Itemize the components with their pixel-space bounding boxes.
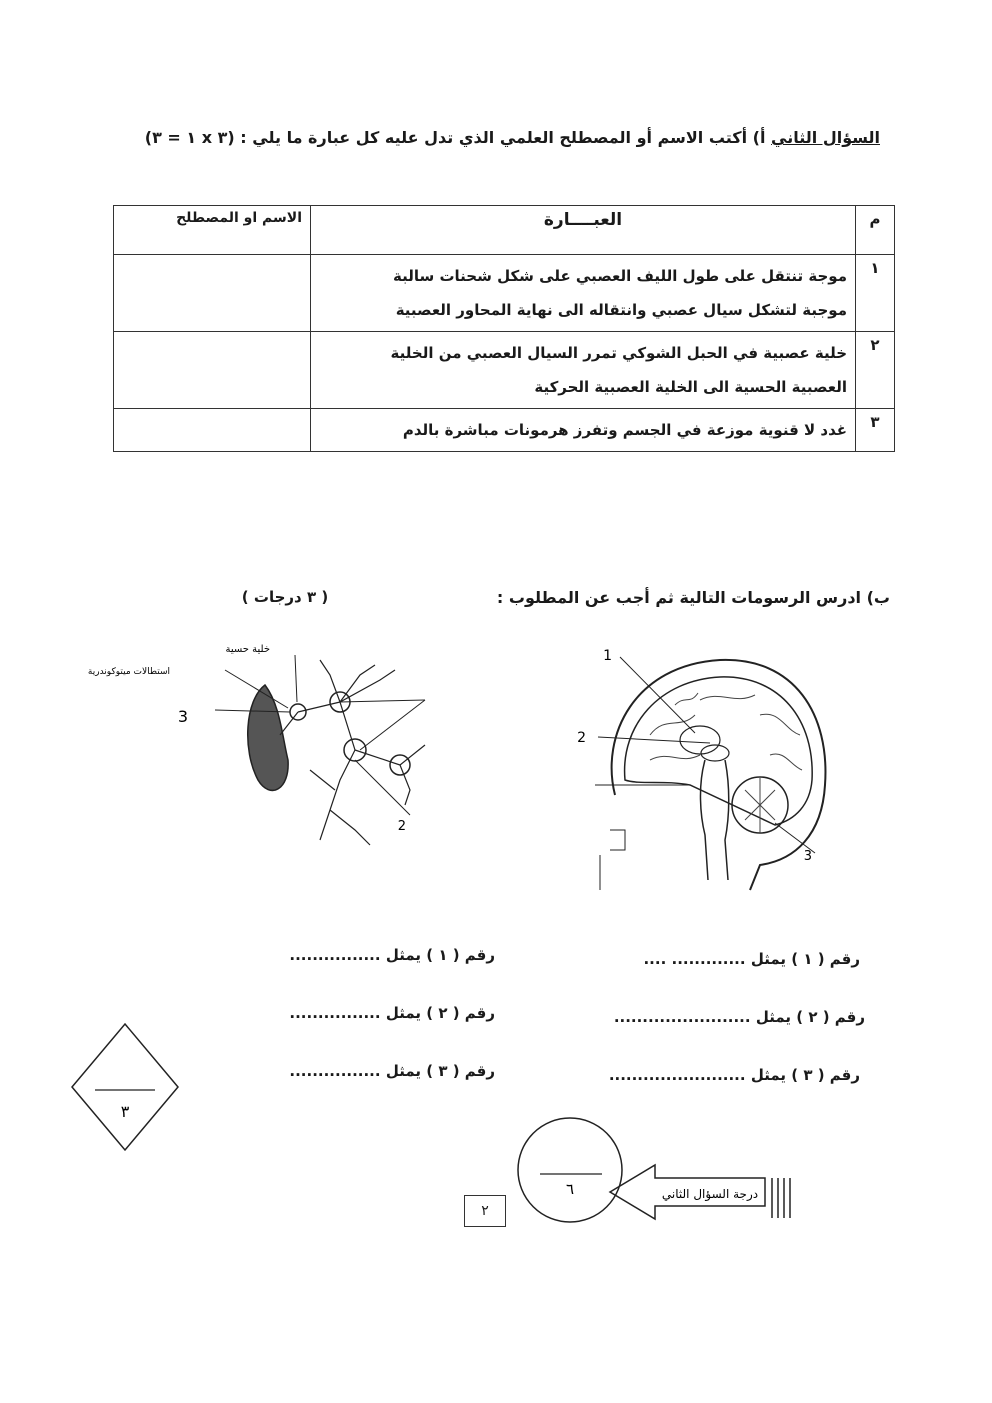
answer-right-2[interactable] [590,1008,865,1026]
answer-cell[interactable] [114,255,311,332]
table-header-row [114,206,895,255]
part-b-instruction: ب) ادرس الرسومات التالية ثم أجب عن المطلوب : [496,588,890,607]
page-number: ٢ [464,1195,506,1227]
answer-cell[interactable] [114,332,311,409]
row-statement [311,255,856,332]
answer-dots: ................ [289,1062,381,1080]
answer-right-3[interactable] [600,1066,860,1084]
header-statement: العبــــارة [311,206,856,255]
question-instruction: أ) أكتب الاسم أو المصطلح العلمي الذي تدل عليه كل عبارة ما يلي : [240,128,766,147]
diamond-score: ٣ [120,1102,130,1121]
question-label: السؤال الثاني [771,128,880,147]
part-b-marks: ( ٣ درجات ) [241,588,329,606]
brain-number-1: 1 [603,648,612,664]
answer-dots: ................ [289,946,381,964]
answer-label: رقم ( ٣ ) يمثل [750,1066,860,1084]
row-num: ٢ [856,332,895,409]
statement-line: العصبية الحسية الى الخلية العصبية الحركية [534,378,847,396]
answer-left-2[interactable] [255,1004,495,1022]
question-title [110,128,880,147]
answer-label: رقم ( ١ ) يمثل [750,950,860,968]
statement-line: خلية عصبية في الحبل الشوكي تمرر السيال العصبي من الخلية [390,344,847,362]
neuron-figure [87,640,450,870]
table-row [114,332,895,409]
row-num: ١ [856,255,895,332]
arrow-label: درجة السؤال الثاني [661,1187,759,1201]
row-num: ٣ [856,409,895,452]
statement-line: غدد لا قنوية موزعة في الجسم وتفرز هرمونات مباشرة بالدم [402,421,847,439]
terms-table [113,205,895,452]
neuron-label-top: خلية حسية [225,644,270,655]
table-row [114,409,895,452]
answer-right-1[interactable] [600,950,860,968]
neuron-number-3: 3 [177,707,188,726]
answer-cell[interactable] [114,409,311,452]
answer-dots: ........................ [613,1008,751,1026]
table-row [114,255,895,332]
diamond-score-box [70,1022,180,1152]
answer-label: رقم ( ١ ) يمثل [385,946,495,964]
question-score-graphic [510,1110,810,1235]
answer-dots: ................ [289,1004,381,1022]
answer-left-1[interactable] [265,946,495,964]
answer-label: رقم ( ٢ ) يمثل [755,1008,865,1026]
brain-figure [577,645,840,895]
statement-line: موجبة لتشكل سيال عصبي وانتقاله الى نهاية المحاور العصبية [395,301,847,319]
neuron-number-2: 2 [397,819,406,834]
circle-score: ٦ [565,1180,575,1198]
answer-dots: ............. .... [643,950,746,968]
header-name: الاسم او المصطلح [114,206,311,255]
row-statement [311,409,856,452]
statement-line: موجة تنتقل على طول الليف العصبي على شكل شحنات سالبة [393,267,847,285]
brain-number-3: 3 [803,849,812,864]
row-statement [311,332,856,409]
question-score: (٣ x ١ = ٣) [144,128,235,147]
neuron-label-side: استطالات ميتوكوندرية [87,667,170,677]
brain-number-2: 2 [577,730,586,746]
answer-label: رقم ( ٣ ) يمثل [385,1062,495,1080]
answer-left-3[interactable] [255,1062,495,1080]
header-num: م [856,206,895,255]
answer-label: رقم ( ٢ ) يمثل [385,1004,495,1022]
answer-dots: ........................ [608,1066,746,1084]
